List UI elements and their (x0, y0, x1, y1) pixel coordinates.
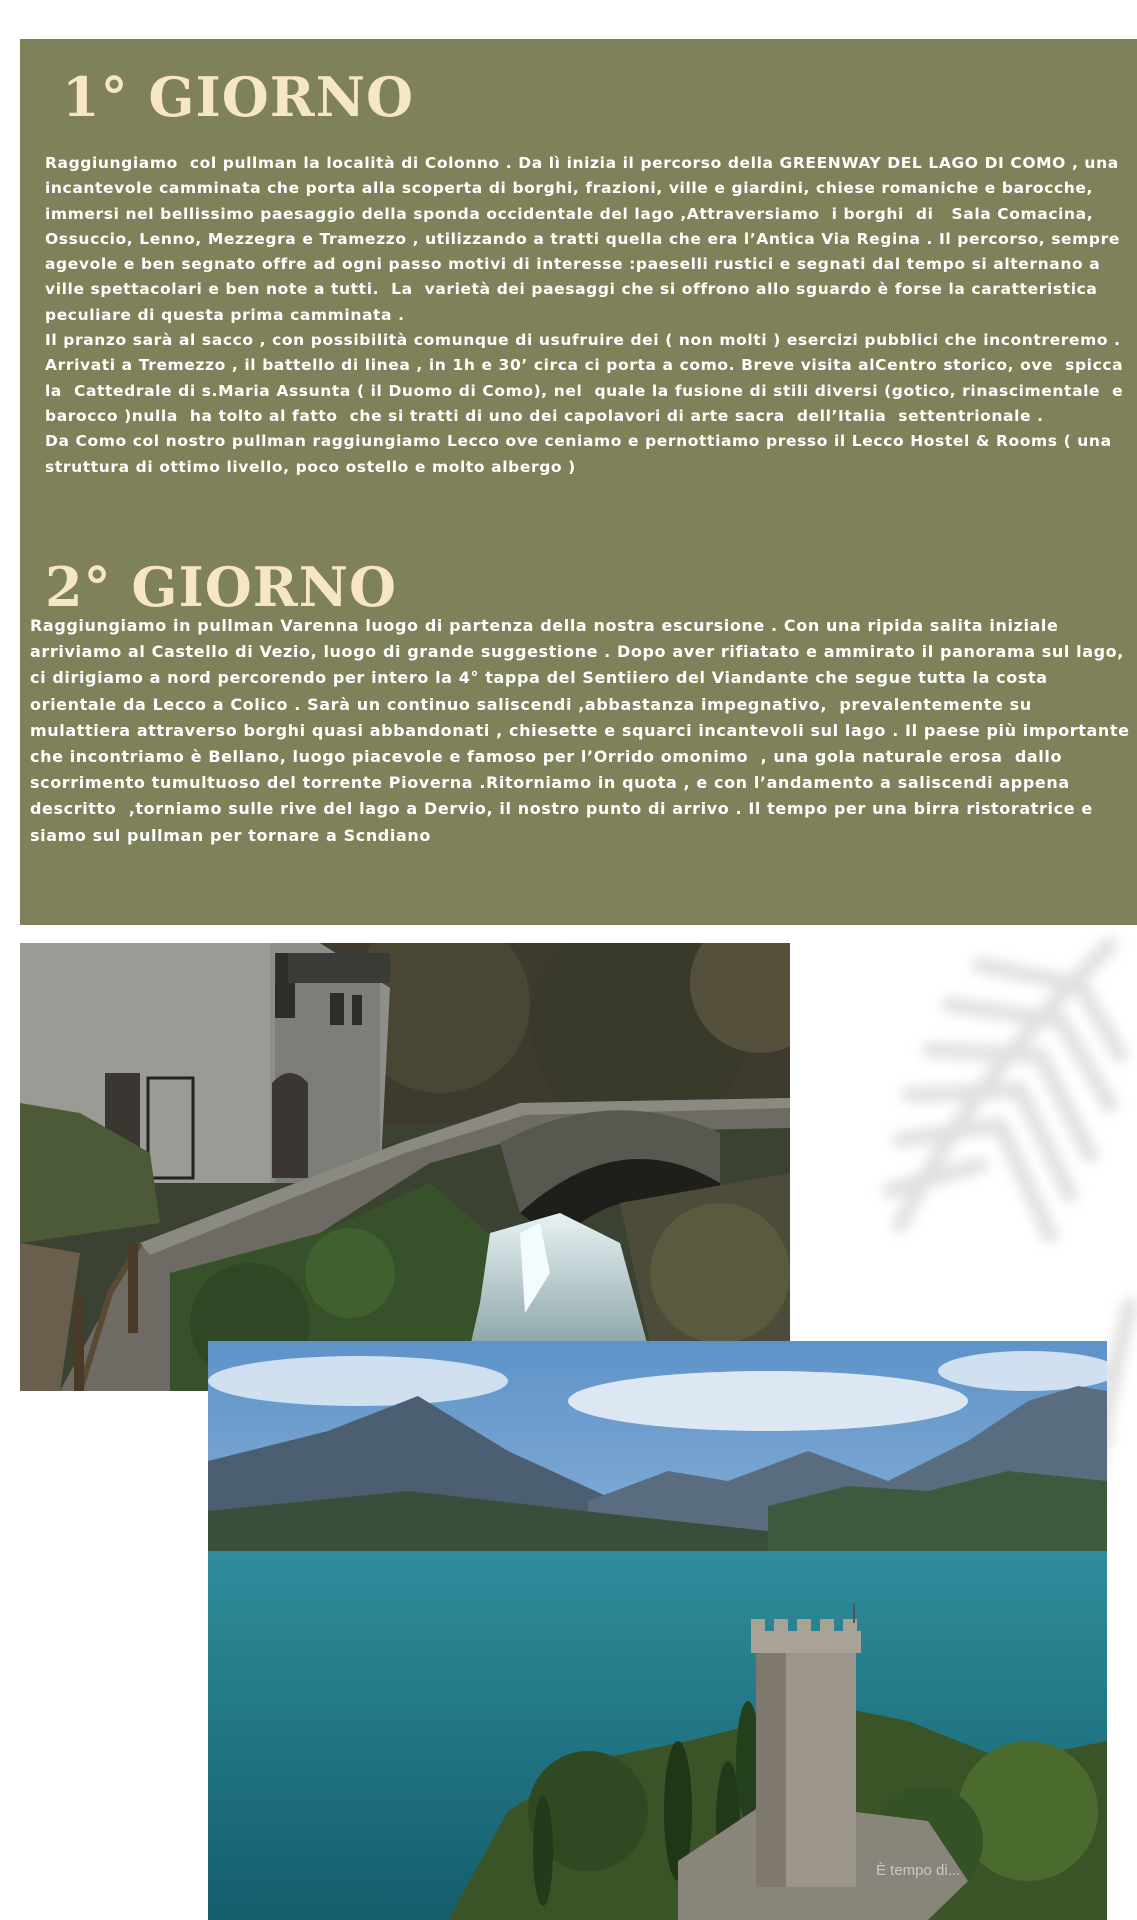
day2-title: 2° GIORNO (45, 555, 398, 619)
day1-description: Raggiungiamo col pullman la località di Colonno . Da lì inizia il percorso della GREENWAY DEL LAGO DI COMO , una incantevole camminata che porta alla scoperta di borghi, frazioni, ville e giardini, chiese romaniche e barocche, immersi nel bellissimo paesaggio della sponda occidentale del lago ,Attraversiamo i borghi di Sala Comacina, Ossuccio, Lenno, Mezzegra e Tramezzo , utilizzando a tratti quella che era l’Antica Via Regina . Il percorso, sempre agevole e ben segnato offre ad ogni passo motivi di interesse :paeselli rustici e segnati dal tempo si alternano a ville spettacolari e ben note a tutti. La varietà dei paesaggi che si offrono allo sguardo è forse la caratteristica peculiare di questa prima camminata . Il pranzo sarà al sacco , con possibilità comunque di usufruire dei ( non molti ) esercizi pubblici che incontreremo . Arrivati a Tremezzo , il battello di linea , in 1h e 30’ circa ci porta a como. Breve visita alCentro storico, ove spicca la Cattedrale di s.Maria Assunta ( il Duomo di Como), nel quale la fusione di stili diversi (gotico, rinascimentale e barocco )nulla ha tolto al fatto che si tratti di uno dei capolavori di arte sacra dell’Italia settentrionale . Da Como col nostro pullman raggiungiamo Lecco ove ceniamo e pernottiamo presso il Lecco Hostel & Rooms ( una struttura di ottimo livello, poco ostello e molto albergo ) (45, 154, 1124, 476)
itinerary-panel (20, 39, 1137, 925)
photo-caption: È tempo di... (876, 1862, 961, 1879)
castello-vezio-photo (208, 1341, 1107, 1920)
day1-title: 1° GIORNO (62, 65, 415, 129)
day2-description: Raggiungiamo in pullman Varenna luogo di partenza della nostra escursione . Con una ripida salita iniziale arriviamo al Castello di Vezio, luogo di grande suggestione . Dopo aver rifiatato e ammirato il panorama sul lago, ci dirigiamo a nord percorendo per intero la 4° tappa del Sentiiero del Viandante che segue tutta la costa orientale da Lecco a Colico . Sarà un continuo saliscendi ,abbastanza impegnativo, prevalentemente su mulattiera attraverso borghi quasi abbandonati , chiesette e squarci incantevoli sul lago . Il paese più importante che incontriamo è Bellano, luogo piacevole e famoso per l’Orrido omonimo , una gola naturale erosa dallo scorrimento tumultuoso del torrente Pioverna .Ritorniamo in quota , e con l’andamento a saliscendi appena descritto ,torniamo sulle rive del lago a Dervio, il nostro punto di arrivo . Il tempo per una birra ristoratrice e siamo sul pullman per tornare a Scndiano (30, 616, 1136, 845)
orrido-bridge-photo (20, 943, 790, 1391)
